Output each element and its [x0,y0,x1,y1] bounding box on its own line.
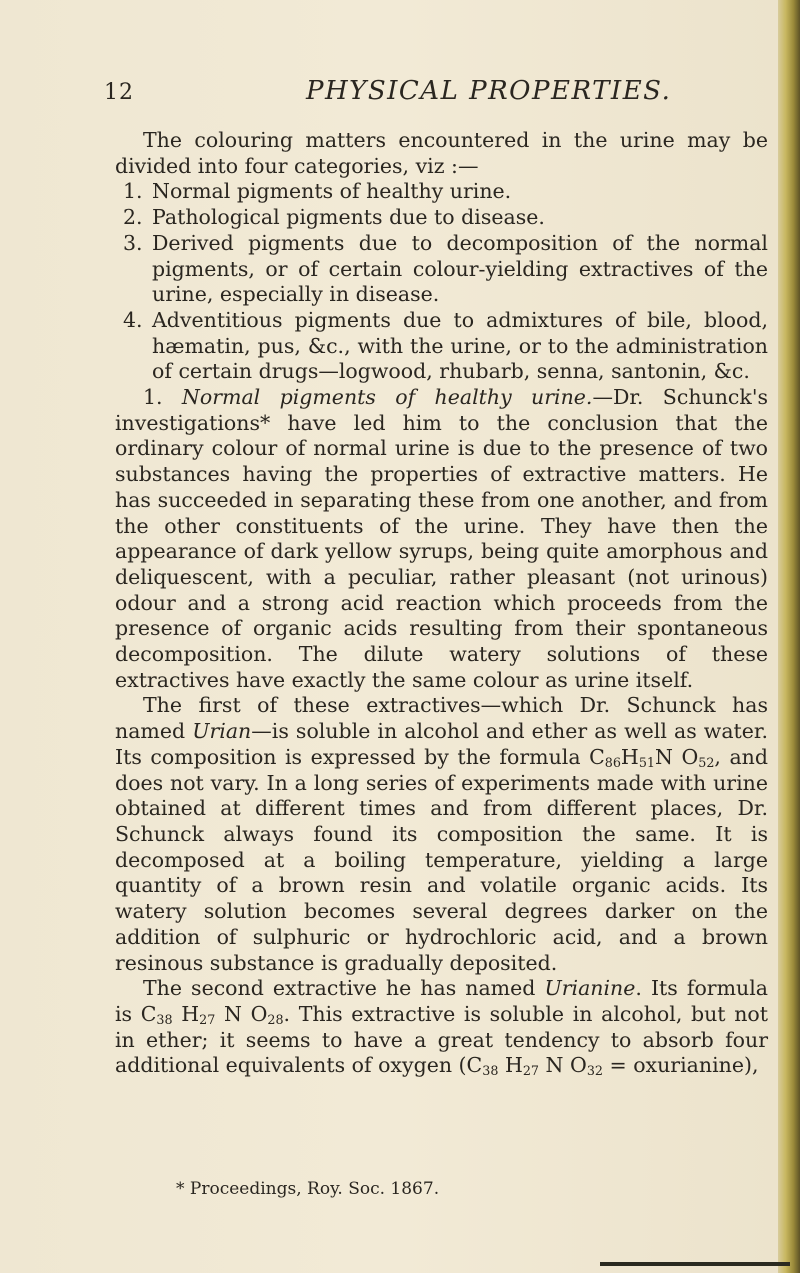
section-heading: Normal pigments of healthy urine. [181,385,593,410]
formula-element: C [140,1001,157,1026]
formula-subscript: 28 [267,1012,284,1028]
paragraph-text: The first of these extractives—which Dr. Schunck has named [115,693,768,744]
paragraph-text: . Its formula is [115,976,769,1026]
formula-subscript: 86 [604,755,621,771]
intro-paragraph: The colouring matters encountered in the urine may be divided into four categories, viz :— [115,128,768,178]
category-list [115,179,768,385]
item-number: 1. [123,179,143,204]
section-number: 1. [143,385,163,410]
formula-subscript: 38 [156,1012,173,1028]
term-urian: Urian [192,719,252,744]
item-number: 4. [123,307,143,332]
list-item [115,205,768,231]
item-number: 2. [123,205,143,230]
paragraph-text: . This extractive is soluble in alcohol, but not in ether; it seems to have a great tendency to absorb four additional equivalents of oxygen ( [115,1001,768,1078]
running-head: PHYSICAL PROPERTIES. [306,76,672,106]
item-text: Normal pigments of healthy urine. [152,179,512,204]
item-text: Derived pigments due to decomposition of the normal pigments, or of certain colour-yielding extractives of the urine, especially in disease. [152,230,768,307]
page-number: 12 [104,80,134,105]
paragraph-text: , and does not vary. In a long series of experiments made with urine obtained at different times and from different places, Dr. Schunck always found its composition the same. It is decomposed at a boiling temperature, yielding a large quantity of a brown resin and volatile organic acids. Its watery solution becomes several degrees darker on the addition of sulphuric or hydrochloric acid, and a brown resinous substance is gradually deposited. [115,744,768,975]
formula-element: C [589,744,605,769]
formula-element: O [250,1001,268,1026]
list-item [115,308,768,385]
list-item [115,231,768,308]
paragraph-text: = oxurianine), [602,1053,759,1078]
formula-element: N [223,1001,242,1026]
formula-subscript: 52 [698,755,715,771]
formula-subscript: 38 [482,1063,499,1079]
formula-element: N [654,744,673,769]
item-number: 3. [123,230,143,255]
urianine-paragraph [115,976,768,1079]
paragraph-text: —Dr. Schunck's investigations* have led him to the conclusion that the ordinary colour of normal urine is due to the presence of two substances having the properties of extractive matters. He has succeeded in separating these from one another, and from the other constituents of the urine. They have then the appearance of dark yellow syrups, being quite amorphous and deliquescent, with a peculiar, rather pleasant (not urinous) odour and a strong acid reaction which proceeds from the presence of organic acids resulting from their spontaneous decomposition. The dilute watery solutions of these extractives have exactly the same colour as urine itself. [115,385,768,692]
formula-element: O [570,1053,587,1078]
urian-paragraph [115,693,768,976]
formula-element: O [681,744,699,769]
formula-subscript: 32 [586,1063,603,1079]
formula-subscript: 27 [522,1063,539,1079]
formula-subscript: 27 [199,1012,216,1028]
item-text: Adventitious pigments due to admixtures of bile, blood, hæmatin, pus, &c., with the urine, or to the administration of certain drugs—logwood, rhubarb, senna, santonin, &c. [152,307,768,384]
formula-urian [589,745,714,769]
paragraph-text: The second extractive he has named [143,976,545,1001]
formula-element: H [504,1053,523,1078]
term-urianine: Urianine [544,976,636,1001]
formula-element: H [181,1001,200,1026]
scan-edge-line [600,1262,790,1266]
formula-element: C [466,1053,483,1078]
formula-element: H [620,744,639,769]
formula-urianine [141,1002,284,1026]
paragraph-text: —is soluble in alcohol and ether as well as water. Its composition is expressed by the formula [115,719,768,769]
formula-element: N [545,1053,564,1078]
page-edge [778,0,800,1273]
footnote: * Proceedings, Roy. Soc. 1867. [176,1179,440,1199]
list-item [115,179,768,205]
item-text: Pathological pigments due to disease. [152,205,545,230]
formula-subscript: 51 [638,755,655,771]
page-header [0,70,780,110]
body-text [115,128,768,1079]
normal-pigments-paragraph [115,385,768,693]
formula-oxurianine [467,1053,603,1077]
